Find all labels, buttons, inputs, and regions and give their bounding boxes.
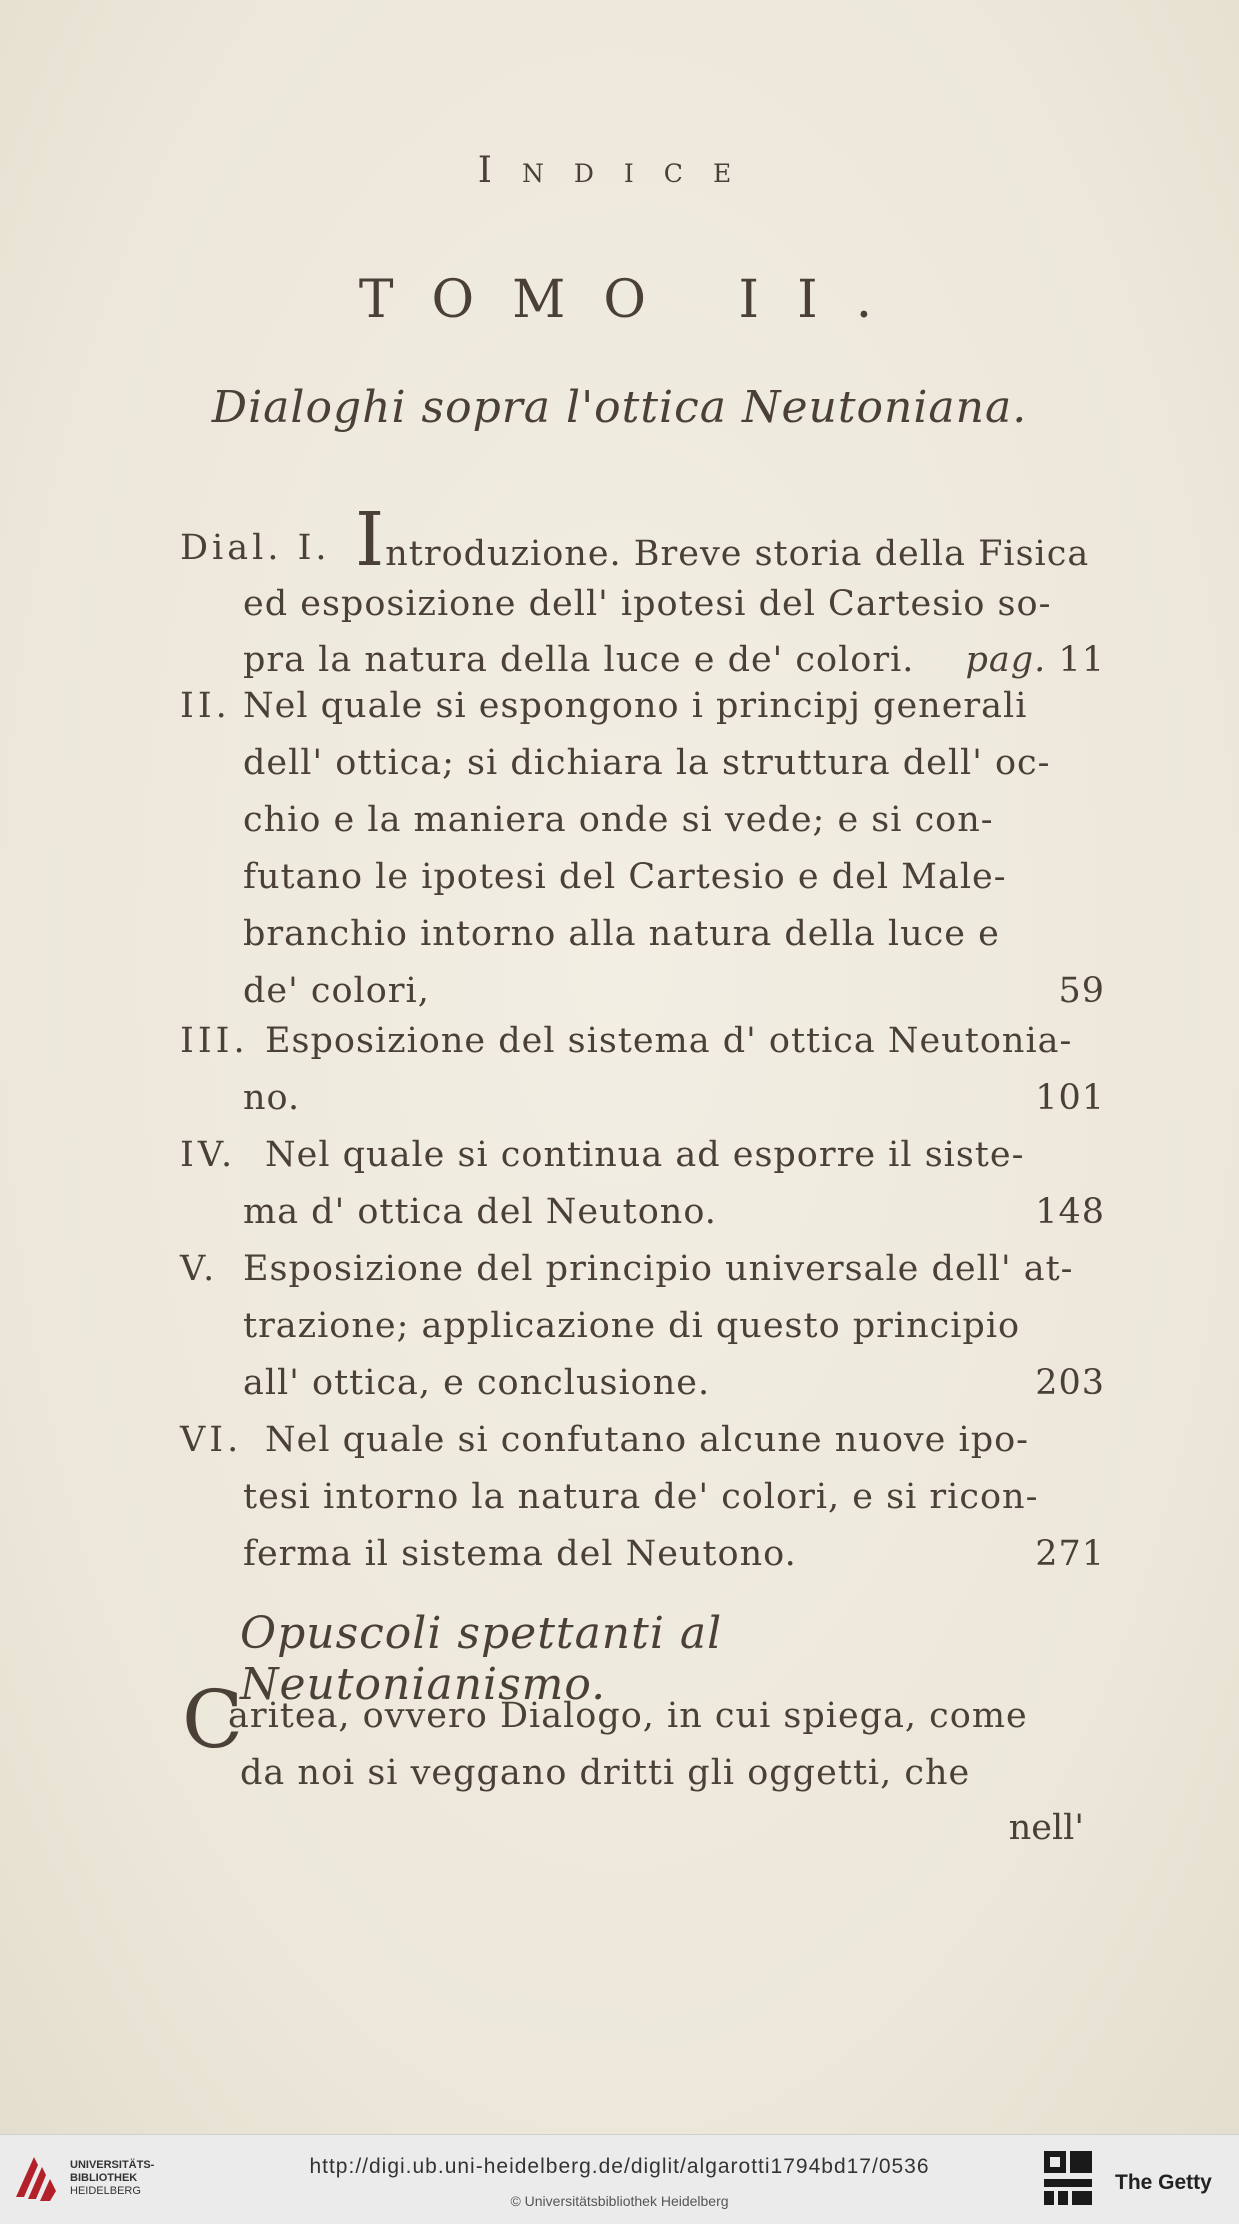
entry-line (243, 678, 1105, 734)
entry-text: Nel quale si confutano alcune nuove ipo- (265, 1420, 1030, 1460)
page-number: 148 (1035, 1192, 1105, 1232)
entry-line (243, 792, 1105, 848)
entry-text: de' colori, (243, 971, 430, 1011)
page-number: 203 (1035, 1363, 1105, 1403)
entry-label: Dial. I. (180, 528, 331, 568)
entry-line (243, 849, 1105, 905)
library-name-line: HEIDELBERG (70, 2185, 141, 2197)
entry-line (265, 1412, 1105, 1468)
entry-text: trazione; applicazione di questo principio (243, 1306, 1021, 1346)
entry-line (240, 1745, 1105, 1801)
entry-text: all' ottica, e conclusione. (243, 1363, 711, 1403)
section-title-opuscoli: Opuscoli spettanti al Neutonianismo. (240, 1608, 723, 1710)
entry-line (265, 1127, 1105, 1183)
entry-line (243, 576, 1105, 632)
entry-text: pra la natura della luce e de' colori. (243, 640, 915, 680)
page-abbrev: pag. (965, 640, 1047, 680)
entry-number: VI. (180, 1420, 243, 1460)
library-name-line: UNIVERSITÄTS- (70, 2159, 155, 2171)
entry-line (243, 1355, 1105, 1411)
section-title-dialoghi: Dialoghi sopra l'ottica Neutoniana. (211, 382, 1028, 433)
page-number: 271 (1035, 1534, 1105, 1574)
entry-text: tesi intorno la natura de' colori, e si ricon- (243, 1477, 1039, 1517)
catchword: nell' (1008, 1808, 1084, 1848)
drop-cap: C (182, 1673, 244, 1766)
permalink-url[interactable]: http://digi.ub.uni-heidelberg.de/diglit/algarotti1794bd17/0536 (309, 2155, 930, 2178)
entry-text: no. (243, 1078, 301, 1118)
entry-line (243, 1241, 1105, 1297)
entry-text: chio e la maniera onde si vede; e si con- (243, 800, 994, 840)
entry-text: Nel quale si continua ad esporre il siste- (265, 1135, 1025, 1175)
entry-text: ed esposizione dell' ipotesi del Cartesio so- (243, 584, 1052, 624)
entry-line (265, 1013, 1105, 1069)
copyright-notice: © Universitätsbibliothek Heidelberg (510, 2193, 729, 2209)
entry-line (243, 963, 1105, 1019)
entry-text: ntroduzione. Breve storia della Fisica (385, 534, 1090, 574)
drop-cap: I (355, 497, 386, 583)
getty-logo-icon (1042, 2149, 1094, 2207)
entry-text: Esposizione del principio universale dell' at- (243, 1249, 1074, 1289)
entry-text: aritea, ovvero Dialogo, in cui spiega, come (228, 1696, 1028, 1736)
page-number: 59 (1058, 971, 1105, 1011)
volume-heading: TOMO II. (358, 270, 911, 330)
entry-number: V. (180, 1249, 219, 1289)
entry-text: dell' ottica; si dichiara la struttura dell' oc- (243, 743, 1051, 783)
entry-text: branchio intorno alla natura della luce e (243, 914, 1000, 954)
entry-text: ferma il sistema del Neutono. (243, 1534, 797, 1574)
entry-number: II. (180, 686, 231, 726)
entry-line (243, 1070, 1105, 1126)
entry-line (243, 1526, 1105, 1582)
index-heading: Indice (477, 150, 762, 191)
entry-text: ma d' ottica del Neutono. (243, 1192, 717, 1232)
page-number: 11 (1058, 640, 1105, 680)
entry-line (243, 906, 1105, 962)
entry-line (243, 1469, 1105, 1525)
entry-text: Nel quale si espongono i principj generali (243, 686, 1028, 726)
entry-line (243, 735, 1105, 791)
entry-line (355, 497, 1105, 583)
viewer-footer (0, 2134, 1239, 2224)
getty-name: The Getty (1115, 2171, 1212, 2194)
entry-line (228, 1688, 1105, 1744)
entry-number: IV. (180, 1135, 237, 1175)
entry-text: futano le ipotesi del Cartesio e del Male- (243, 857, 1007, 897)
entry-line (243, 1184, 1105, 1240)
entry-number: III. (180, 1021, 249, 1061)
entry-text: Esposizione del sistema d' ottica Neutonia- (265, 1021, 1073, 1061)
library-name-line: BIBLIOTHEK (70, 2172, 138, 2184)
entry-line (243, 1298, 1105, 1354)
page-number: 101 (1035, 1078, 1105, 1118)
entry-text: da noi si veggano dritti gli oggetti, che (240, 1753, 971, 1793)
